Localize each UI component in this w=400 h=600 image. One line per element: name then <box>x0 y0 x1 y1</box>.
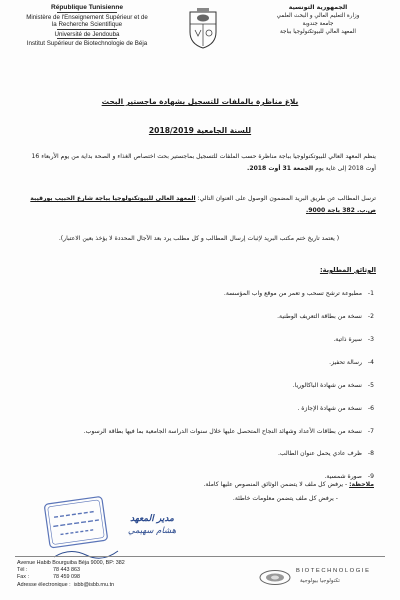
logo-sub: تكنولوجيا بيولوجية <box>300 578 340 584</box>
document-item <box>22 312 374 335</box>
document-number: 7- <box>367 428 374 435</box>
document-item <box>22 427 374 449</box>
page-title: بلاغ مناظرة بالملفات للتسجيل بشهادة ماجستير البحث <box>101 97 299 106</box>
signature-title: مدير المعهد <box>130 514 174 524</box>
document-item <box>22 358 374 381</box>
document-number: 3- <box>367 336 374 343</box>
mail-paragraph <box>22 193 376 217</box>
document-item <box>22 404 374 427</box>
documents-title: الوثائق المطلوبة: <box>319 266 376 274</box>
note-2: - يرفض كل ملف يتضمن معلومات خاطئة. <box>232 495 338 502</box>
institute-fr: Institut Supérieur de Biotechnologie de Béja <box>26 40 148 48</box>
university-fr: Université de Jendouba <box>54 30 120 38</box>
document-number: 5- <box>367 382 374 389</box>
documents-list <box>22 289 374 495</box>
mail-address: المعهد العالي للبيوتكنولوجيا بباجة شارع الحبيب بورقيبة ص.ب. 382 باجة 9000. <box>30 195 376 214</box>
email-label: Adresse électronique : <box>17 581 71 588</box>
document-text: صورة شمسية. <box>324 473 362 480</box>
footer-email-row <box>17 582 125 589</box>
notes-label: ملاحظة: <box>349 481 374 488</box>
footer-address: Avenue Habib Bourguiba Béja 9000, BP: 382 <box>17 560 125 566</box>
biotechnologie-logo <box>246 566 392 590</box>
ministry-fr-line1: Ministère de l'Enseignement Supérieur et de <box>26 13 148 21</box>
document-text: نسخة من بطاقة التعريف الوطنية. <box>277 313 362 320</box>
note-1: - يرفض كل ملف لا يتضمن الوثائق المنصوص عليها كاملة. <box>203 481 348 488</box>
document-text: نسخة من بطاقات الأعداد وشهائد النجاح المتحصل عليها خلال سنوات الدراسة الجامعية بما فيها بطاقة الرسوب. <box>83 428 362 435</box>
email-value: isbb@isbb.rnu.tn <box>73 581 115 588</box>
academic-year: للسنة الجامعية 2018/2019 <box>148 126 252 135</box>
tunisia-emblem-icon <box>186 6 220 50</box>
intro-deadline: الجمعة 31 أوت 2018. <box>247 165 314 172</box>
document-item <box>22 381 374 404</box>
biotech-logo-icon <box>258 569 292 586</box>
document-number: 6- <box>367 405 374 412</box>
intro-paragraph <box>22 151 376 175</box>
header-left <box>8 4 166 48</box>
document-item <box>22 449 374 472</box>
document-item <box>22 289 374 312</box>
postmark-note: ( يعتمد تاريخ ختم مكتب البريد لإثبات إرسال المطالب و كل مطلب يرد بعد الآجال المحددة لا يؤخذ بعين الاعتبار). <box>58 235 340 242</box>
intro-text: ينظم المعهد العالي للبيوتكنولوجيا بباجة مناظرة حسب الملفات للتسجيل بماجستير بحث اختصاص الغذاء و الصحة بداية من يوم الأربعاء 16 أوت 2018 إلى غاية يوم <box>31 153 376 172</box>
logo-name: BIOTECHNOLOGIE <box>296 568 371 574</box>
footer-contact <box>17 560 125 589</box>
document-text: مطبوعة ترشح تسحب و تعمر من موقع واب المؤسسة. <box>223 290 362 297</box>
tel-label: Tél : <box>17 567 28 574</box>
footer-divider <box>15 556 385 557</box>
document-number: 2- <box>367 313 374 320</box>
footer-fax-row <box>17 574 125 581</box>
document-number: 9- <box>367 473 374 480</box>
document-number: 8- <box>367 450 374 457</box>
header-right <box>248 4 388 36</box>
document-text: نسخة من شهادة الإجازة . <box>297 405 362 412</box>
signature-name: هشام سهيمي <box>127 526 177 536</box>
university-ar: جامعة جندوبة <box>302 21 334 27</box>
fax-label: Fax : <box>17 574 29 581</box>
mail-text: ترسل المطالب عن طريق البريد المضمون الوصول على العنوان التالي: <box>197 195 376 202</box>
institute-ar: المعهد العالي للبيوتكنولوجيا بباجة <box>280 29 356 35</box>
tel-value: 78 443 863 <box>53 567 80 574</box>
fax-value: 78 459 098 <box>53 574 80 581</box>
signature-block <box>112 514 192 536</box>
document-number: 1- <box>367 290 374 297</box>
republic-fr: République Tunisienne <box>50 4 124 11</box>
footer-tel-row <box>17 567 125 574</box>
document-item <box>22 335 374 358</box>
document-text: نسخة من شهادة الباكالوريا. <box>292 382 362 389</box>
document-text: رسالة تحفيز. <box>329 359 362 366</box>
document-text: ظرف عادي يحمل عنوان الطالب. <box>277 450 362 457</box>
ministry-ar: وزارة التعليم العالي و البحث العلمي <box>276 13 360 19</box>
republic-ar: الجمهورية التونسية <box>288 4 348 11</box>
ministry-fr-line2: la Recherche Scientifique <box>51 21 123 29</box>
document-text: سيرة ذاتية. <box>333 336 362 343</box>
document-number: 4- <box>367 359 374 366</box>
